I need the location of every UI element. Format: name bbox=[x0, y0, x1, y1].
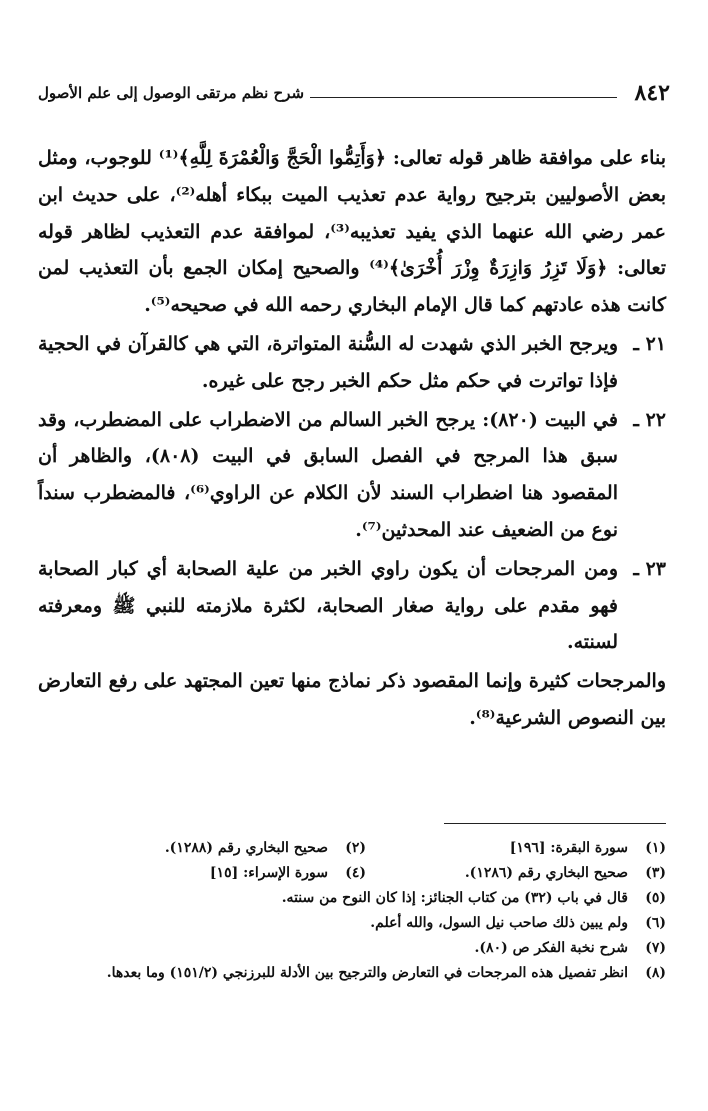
list-item-22 bbox=[38, 402, 666, 549]
item-text: ويرجح الخبر الذي شهدت له السُّنة المتواترة، التي هي كالقرآن في الحجية فإذا تواترت في حكم مثل حكم الخبر رجح على غيره. bbox=[38, 332, 618, 392]
footnote-number: (٦) bbox=[645, 915, 666, 931]
footnote-row bbox=[38, 861, 666, 886]
footnote-text: انظر تفصيل هذه المرجحات في التعارض والترجيح بين الأدلة للبرزنجي (١٥١/٢) وما بعدها. bbox=[106, 965, 628, 981]
footnote-number: (٤) bbox=[345, 865, 366, 881]
footnote-text: شرح نخبة الفكر ص (٨٠). bbox=[474, 940, 628, 956]
footnote-text: صحيح البخاري رقم (١٢٨٨). bbox=[164, 840, 328, 856]
footnotes bbox=[38, 836, 666, 986]
intro-paragraph: بناء على موافقة ظاهر قوله تعالى: ﴿وَأَتِمُّوا الْحَجَّ وَالْعُمْرَةَ لِلَّهِ﴾⁽¹⁾ للوجوب، ومثل بعض الأصوليين بترجيح رواية عدم تعذيب الميت ببكاء أهله⁽²⁾، على حديث ابن عمر رضي الله عنهما الذي يفيد تعذيبه⁽³⁾، لموافقة عدم التعذيب لظاهر قوله تعالى: ﴿وَلَا تَزِرُ وَازِرَةٌ وِزْرَ أُخْرَىٰ﴾⁽⁴⁾ والصحيح إمكان الجمع بأن التعذيب لمن كانت هذه عادتهم كما قال الإمام البخاري رحمه الله في صحيحه⁽⁵⁾. bbox=[38, 147, 667, 317]
footnote-1 bbox=[366, 836, 666, 861]
footnote-4 bbox=[66, 861, 366, 886]
main-text bbox=[38, 140, 666, 739]
footnote-number: (٣) bbox=[645, 865, 666, 881]
item-number: ٢٢ ـ bbox=[633, 408, 666, 431]
footnote-text: صحيح البخاري رقم (١٢٨٦). bbox=[464, 865, 628, 881]
footnote-separator bbox=[444, 823, 666, 824]
footnote-7 bbox=[38, 936, 666, 961]
footnote-2 bbox=[66, 836, 366, 861]
closing-paragraph: والمرجحات كثيرة وإنما المقصود ذكر نماذج منها تعين المجتهد على رفع التعارض بين النصوص الشرعية⁽⁸⁾. bbox=[38, 670, 666, 729]
footnote-5 bbox=[38, 886, 666, 911]
running-header bbox=[38, 76, 670, 110]
footnote-text: ولم يبين ذلك صاحب نيل السول، والله أعلم. bbox=[370, 915, 628, 931]
footnote-text: سورة الإسراء: [١٥] bbox=[209, 865, 328, 881]
item-text: ومن المرجحات أن يكون راوي الخبر من علية الصحابة أي كبار الصحابة فهو مقدم على رواية صغار الصحابة، لكثرة ملازمته للنبي ﷺ ومعرفته لسنته. bbox=[38, 557, 618, 654]
item-number: ٢١ ـ bbox=[633, 332, 666, 355]
footnote-text: سورة البقرة: [١٩٦] bbox=[509, 840, 628, 856]
list-item-23 bbox=[38, 551, 666, 661]
header-rule bbox=[310, 97, 617, 98]
footnote-row bbox=[38, 836, 666, 861]
footnote-number: (٧) bbox=[645, 940, 666, 956]
footnote-8 bbox=[38, 961, 666, 986]
footnote-number: (٥) bbox=[645, 890, 666, 906]
footnote-3 bbox=[366, 861, 666, 886]
footnote-number: (٨) bbox=[645, 965, 666, 981]
footnote-number: (١) bbox=[645, 840, 666, 856]
page-number: ٨٤٢ bbox=[634, 80, 670, 106]
item-text: في البيت (٨٢٠): يرجح الخبر السالم من الاضطراب على المضطرب، وقد سبق هذا المرجح في الفصل السابق في البيت (٨٠٨)، والظاهر أن المقصود هنا اضطراب السند لأن الكلام عن الراوي⁽⁶⁾، فالمضطرب سنداً نوع من الضعيف عند المحدثين⁽⁷⁾. bbox=[38, 408, 618, 541]
book-title: شرح نظم مرتقى الوصول إلى علم الأصول bbox=[38, 84, 305, 102]
item-number: ٢٣ ـ bbox=[633, 557, 666, 580]
footnote-6 bbox=[38, 911, 666, 936]
footnote-text: قال في باب (٣٢) من كتاب الجنائز: إذا كان النوح من سنته. bbox=[281, 890, 628, 906]
footnote-number: (٢) bbox=[345, 840, 366, 856]
list-item-21 bbox=[38, 326, 666, 400]
